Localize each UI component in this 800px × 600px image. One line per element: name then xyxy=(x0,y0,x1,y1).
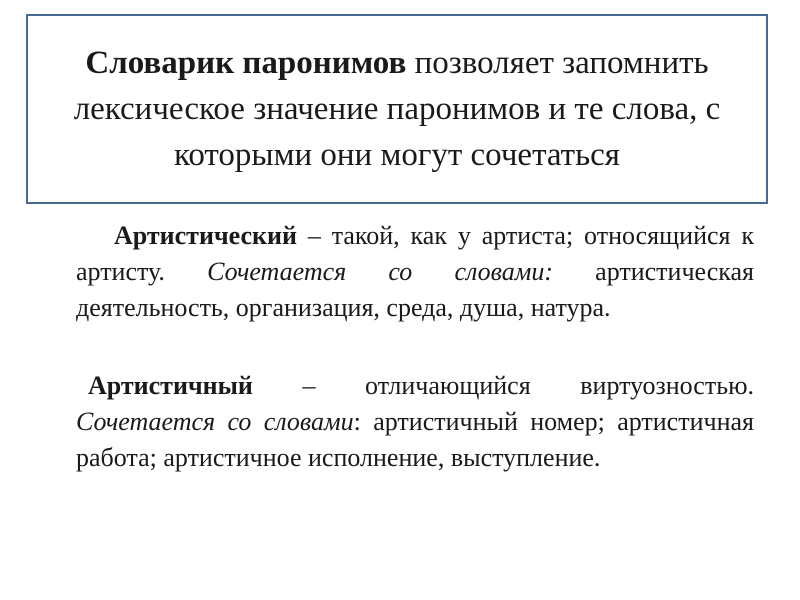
entry-artistichnyy xyxy=(76,368,754,476)
entry-term: Артистичный xyxy=(88,371,253,400)
entry-artisticheskiy xyxy=(76,218,754,326)
title-box xyxy=(26,14,768,204)
entry-examples: артистическая деятельность, организация, среда, душа, натура. xyxy=(76,257,754,322)
slide-title xyxy=(52,40,742,178)
entry-examples: : артистичный номер; артистичная работа; артистичное исполнение, выступление. xyxy=(76,407,754,472)
entry-combines-label: Сочетается со словами xyxy=(76,407,354,436)
entry-definition: – такой, как у артиста; относящийся к артисту. xyxy=(76,221,754,286)
title-rest-part: позволяет запомнить лексическое значение паронимов и те слова, с которыми они могут сочетаться xyxy=(73,45,721,173)
entry-definition: – отличающийся виртуозностью. xyxy=(252,371,754,400)
title-bold-part: Словарик паронимов xyxy=(85,45,407,81)
entry-term: Артистический xyxy=(114,221,297,250)
entry-combines-label: Сочетается со словами: xyxy=(207,257,553,286)
